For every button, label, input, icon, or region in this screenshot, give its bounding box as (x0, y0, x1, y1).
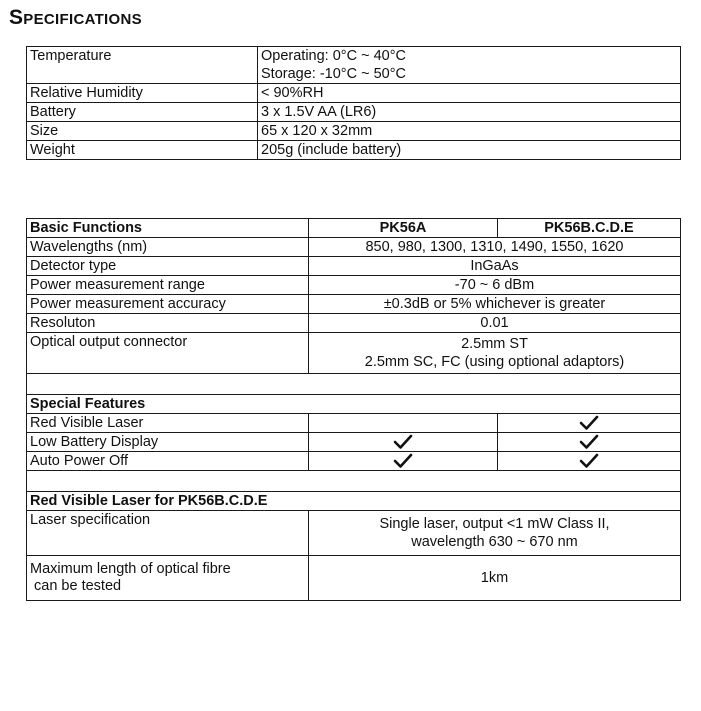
special-features-header: Special Features (27, 395, 681, 414)
spec-label: Temperature (27, 47, 258, 84)
feature-pk56b-cell (498, 414, 681, 433)
general-specs-table (26, 46, 681, 160)
spec-row-humidity (27, 84, 681, 103)
laser-value: 1km (309, 556, 681, 601)
function-label: Wavelengths (nm) (27, 238, 309, 257)
spacer-row (27, 374, 681, 395)
feature-pk56a-cell (309, 414, 498, 433)
page-title: Specifications (9, 6, 142, 29)
function-label: Power measurement accuracy (27, 295, 309, 314)
functions-header-row (27, 219, 681, 238)
function-value: 0.01 (309, 314, 681, 333)
spacer-cell (27, 374, 681, 395)
function-row (27, 333, 681, 374)
spacer-cell (27, 471, 681, 492)
feature-label: Auto Power Off (27, 452, 309, 471)
spec-label: Size (27, 122, 258, 141)
laser-label-line: can be tested (30, 578, 122, 594)
laser-label (27, 556, 309, 601)
spacer-row (27, 471, 681, 492)
laser-value-line: wavelength 630 ~ 670 nm (411, 534, 578, 550)
checkmark-icon (579, 434, 599, 450)
function-label: Optical output connector (27, 333, 309, 374)
laser-label: Laser specification (27, 511, 309, 556)
spec-value (258, 47, 681, 84)
spec-label: Relative Humidity (27, 84, 258, 103)
laser-label-line: Maximum length of optical fibre (30, 561, 231, 577)
function-row (27, 276, 681, 295)
function-value: 850, 980, 1300, 1310, 1490, 1550, 1620 (309, 238, 681, 257)
feature-row-auto-power-off (27, 452, 681, 471)
checkmark-icon (393, 434, 413, 450)
functions-header-label: Basic Functions (27, 219, 309, 238)
feature-row-red-laser (27, 414, 681, 433)
laser-value-line: Single laser, output <1 mW Class II, (379, 516, 610, 532)
laser-header-row (27, 492, 681, 511)
special-features-header-row (27, 395, 681, 414)
function-row (27, 257, 681, 276)
checkmark-icon (579, 453, 599, 469)
spec-row-temperature (27, 47, 681, 84)
function-label: Resoluton (27, 314, 309, 333)
function-row (27, 314, 681, 333)
feature-pk56b-cell (498, 452, 681, 471)
checkmark-icon (579, 415, 599, 431)
feature-row-low-battery (27, 433, 681, 452)
function-value-line: 2.5mm ST (461, 336, 528, 352)
checkmark-icon (393, 453, 413, 469)
laser-row-max-length (27, 556, 681, 601)
spec-value: < 90%RH (258, 84, 681, 103)
function-value: -70 ~ 6 dBm (309, 276, 681, 295)
function-label: Detector type (27, 257, 309, 276)
spec-row-size (27, 122, 681, 141)
spec-value: 3 x 1.5V AA (LR6) (258, 103, 681, 122)
feature-pk56a-cell (309, 433, 498, 452)
function-value: InGaAs (309, 257, 681, 276)
feature-pk56a-cell (309, 452, 498, 471)
function-value-line: 2.5mm SC, FC (using optional adaptors) (364, 354, 625, 370)
function-value (309, 333, 681, 374)
laser-value (309, 511, 681, 556)
function-row (27, 295, 681, 314)
laser-row-spec (27, 511, 681, 556)
laser-section-header: Red Visible Laser for PK56B.C.D.E (27, 492, 681, 511)
spec-label: Battery (27, 103, 258, 122)
spec-value-line: Operating: 0°C ~ 40°C (261, 48, 406, 64)
column-header-pk56b: PK56B.C.D.E (498, 219, 681, 238)
function-label: Power measurement range (27, 276, 309, 295)
feature-label: Red Visible Laser (27, 414, 309, 433)
spec-value: 205g (include battery) (258, 141, 681, 160)
spec-label: Weight (27, 141, 258, 160)
spec-value-line: Storage: -10°C ~ 50°C (261, 66, 406, 82)
column-header-pk56a: PK56A (309, 219, 498, 238)
function-row (27, 238, 681, 257)
functions-table (26, 218, 681, 601)
function-value: ±0.3dB or 5% whichever is greater (309, 295, 681, 314)
feature-label: Low Battery Display (27, 433, 309, 452)
feature-pk56b-cell (498, 433, 681, 452)
spec-row-weight (27, 141, 681, 160)
spec-row-battery (27, 103, 681, 122)
spec-value: 65 x 120 x 32mm (258, 122, 681, 141)
